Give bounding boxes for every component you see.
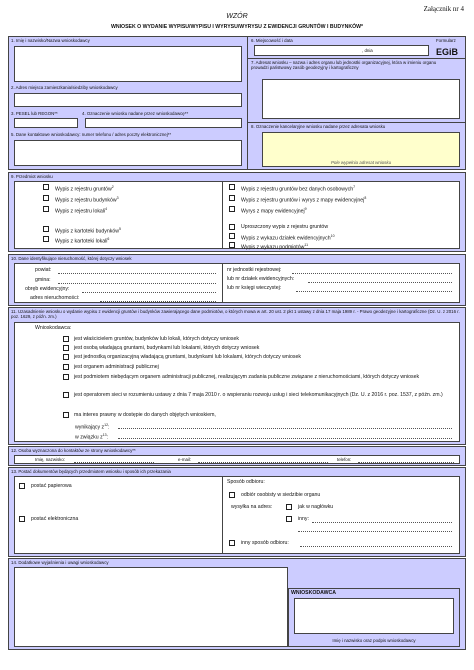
opt-wypis-lokale: Wypis z rejestru lokali$^4$ — [55, 207, 108, 215]
checkbox-organ[interactable] — [63, 364, 69, 370]
opt-wyrys-mapa: Wyrys z mapy ewidencyjnej$^9$ — [241, 207, 307, 215]
formularz-code: EGiB — [436, 47, 459, 57]
s4-label: 4. Oznaczenie wniosku nadane przez wnioskodawcę** — [82, 111, 189, 116]
signature-field[interactable] — [294, 598, 454, 634]
checkbox-kartoteka-budynki[interactable] — [43, 226, 49, 232]
checkbox-jak-w-naglowku[interactable] — [286, 504, 292, 510]
s3-label: 3. PESEL lub REGON** — [11, 111, 58, 116]
formularz-label: Formularz — [436, 38, 456, 43]
form-title: WNIOSEK O WYDANIE WYPISU/WYPISU I WYRYSU/WYRYSU Z EWIDENCJI GRUNTÓW I BUDYNKÓW* — [110, 24, 364, 30]
opt-odbior-osobisty: odbiór osobisty w siedzibie organu — [241, 492, 321, 498]
checkbox-odbior-osobisty[interactable] — [229, 492, 235, 498]
checkbox-postac-elektroniczna[interactable] — [19, 516, 25, 522]
opt-osoba-wladajaca: jest osobą władającą gruntami, budynkami lub lokalami, których dotyczy wniosek — [74, 345, 260, 351]
s6-dnia: , dnia — [362, 48, 373, 53]
checkbox-wypis-budynki[interactable] — [43, 195, 49, 201]
s11-wnioskodawca: Wnioskodawca: — [35, 325, 72, 331]
obreb-label: obręb ewidencyjny: — [25, 286, 70, 292]
contact-name-input[interactable] — [74, 462, 154, 463]
checkbox-wykaz-dzialek[interactable] — [229, 233, 235, 239]
s7-label: 7. Adresat wniosku – nazwa i adres organu lub jednostki organizacyjnej, która w imieniu organu prowadzi państwowy zasób geodezyjny i kartograficzny — [251, 60, 437, 71]
nr-jedn-input[interactable] — [292, 273, 452, 274]
additional-notes-field[interactable] — [14, 567, 288, 647]
opt-podmiot: jest podmiotem niebędącym organem administracji publicznej, realizującym zadania publiczne związane z nieruchomościami, których dotyczy wniosek — [74, 374, 420, 380]
s8-note: Pole wypełnia adresat wniosku — [330, 160, 392, 165]
checkbox-wypis-lokale[interactable] — [43, 206, 49, 212]
checkbox-osoba-wladajaca[interactable] — [63, 345, 69, 351]
s13-inner — [14, 476, 460, 554]
wynikajacy-input[interactable] — [118, 428, 452, 429]
pesel-field[interactable] — [14, 118, 78, 128]
opt-wykaz-podmiotow: Wypis z wykazu podmiotów$^{11}$ — [241, 243, 309, 251]
top-divider — [247, 36, 248, 170]
contact-phone-label: telefon: — [337, 457, 352, 462]
gmina-label: gmina: — [35, 277, 51, 283]
s10-label: 10. Dane identyfikujące nieruchomość, której dotyczy wniosek — [11, 256, 132, 261]
opt-wykaz-dzialek: Wypis z wykazu działek ewidencyjnych$^{10}$ — [241, 234, 335, 242]
nr-dzialek-label: lub nr działek ewidencyjnych: — [227, 276, 295, 282]
opt-inny-adres: inny: — [298, 516, 309, 522]
opt-grunty-bez-danych: Wypis z rejestru gruntów bez danych osobowych$^7$ — [241, 185, 356, 193]
checkbox-inny-sposob[interactable] — [229, 540, 235, 546]
nr-dzialek-input[interactable] — [308, 282, 452, 283]
checkbox-uproszczony[interactable] — [229, 224, 235, 230]
opt-postac-elektroniczna: postać elektroniczna — [31, 516, 79, 522]
opt-kartoteka-lokale: Wypis z kartoteki lokali$^6$ — [55, 237, 110, 245]
signature-caption: Imię i nazwisko oraz podpis wnioskodawcy — [332, 638, 416, 643]
s5-label: 5. Dane kontaktowe wnioskodawcy: numer telefonu / adres poczty elektronicznej** — [11, 132, 172, 137]
checkbox-wypis-grunty[interactable] — [43, 184, 49, 190]
applicant-address-field[interactable] — [14, 93, 242, 107]
inny-sposob-input[interactable] — [300, 546, 452, 547]
wynikajacy-label: wynikający $z^{12}$: — [75, 423, 110, 431]
s7-separator — [247, 58, 466, 59]
inny-adres-input[interactable] — [312, 522, 452, 523]
s8-separator — [247, 122, 466, 123]
opt-wypis-budynki: Wypis z rejestru budynków$^3$ — [55, 196, 119, 204]
place-date-field[interactable] — [254, 45, 429, 56]
checkbox-grunty-bez-danych[interactable] — [229, 184, 235, 190]
wzwiazku-label: w związku $z^{13}$: — [75, 433, 109, 441]
contact-email-input[interactable] — [198, 462, 328, 463]
opt-postac-papierowa: postać papierowa — [31, 483, 72, 489]
checkbox-postac-papierowa[interactable] — [19, 483, 25, 489]
s12-label: 12. Osoba wyznaczona do kontaktów ze strony wnioskodawcy** — [11, 448, 136, 453]
opt-kartoteka-budynki: Wypis z kartoteki budynków$^5$ — [55, 227, 121, 235]
checkbox-jednostka[interactable] — [63, 354, 69, 360]
opt-wypis-grunty: Wypis z rejestru gruntów$^2$ — [55, 185, 114, 193]
s2-label: 2. Adres miejsca zamieszkania/siedziby wnioskodawcy — [11, 85, 118, 90]
s13-inner-divider — [222, 476, 223, 554]
contact-field[interactable] — [14, 140, 242, 166]
opt-organ: jest organem administracji publicznej — [74, 364, 159, 370]
checkbox-interes[interactable] — [63, 412, 69, 418]
checkbox-operator[interactable] — [63, 392, 69, 398]
annex-label: Załącznik nr 4 — [423, 5, 464, 13]
checkbox-wypis-wyrys[interactable] — [229, 195, 235, 201]
contact-email-label: e-mail: — [178, 457, 192, 462]
s8-label: 8. Oznaczenie kancelaryjne wniosku nadane przez adresata wniosku — [251, 124, 386, 129]
nr-ksiegi-label: lub nr księgi wieczystej: — [227, 285, 282, 291]
opt-operator: jest operatorem sieci w rozumieniu ustawy z dnia 7 maja 2010 r. o wspieraniu rozwoju usług i sieci telekomunikacyjnych (Dz. U. z 2016 r. poz. 1537, z późn. zm.) — [74, 392, 443, 398]
checkbox-wykaz-podmiotow[interactable] — [229, 242, 235, 248]
opt-uproszczony: Uproszczony wypis z rejestru gruntów — [241, 224, 329, 230]
s9-label: 9. Przedmiot wniosku — [11, 174, 53, 179]
opt-wlasciciel: jest właścicielem gruntów, budynków lub lokali, których dotyczy wniosek — [74, 336, 239, 342]
wzwiazku-input[interactable] — [118, 438, 452, 439]
opt-inny-sposob: inny sposób odbioru: — [241, 540, 289, 546]
sposob-odbioru-label: Sposób odbioru: — [227, 479, 265, 485]
checkbox-wlasciciel[interactable] — [63, 336, 69, 342]
request-mark-field[interactable] — [85, 118, 242, 128]
wzor-label: WZÓR — [226, 13, 248, 20]
opt-jednostka: jest jednostką organizacyjną władającą gruntami, budynkami lub lokalami, których dotyczy wniosek — [74, 354, 301, 360]
adres-nier-input[interactable] — [100, 301, 216, 302]
s10-inner-divider — [222, 263, 223, 303]
applicant-name-field[interactable] — [14, 46, 242, 82]
checkbox-podmiot[interactable] — [63, 374, 69, 380]
obreb-input[interactable] — [82, 292, 216, 293]
checkbox-wyrys-mapa[interactable] — [229, 206, 235, 212]
checkbox-inny-adres[interactable] — [286, 516, 292, 522]
s14-label: 14. Dodatkowe wyjaśnienia i uwagi wnioskodawcy — [11, 560, 109, 565]
s1-label: 1. Imię i nazwisko/Nazwa wnioskodawcy — [11, 38, 90, 43]
wysylka-label: wysyłka na adres: — [231, 504, 273, 510]
nr-jedn-label: nr jednostki rejestrowej: — [227, 267, 282, 273]
addressee-field[interactable] — [262, 79, 460, 119]
powiat-label: powiat: — [35, 267, 52, 273]
adres-nier-label: adres nieruchomości: — [30, 295, 80, 301]
checkbox-kartoteka-lokale[interactable] — [43, 236, 49, 242]
s6-label: 6. Miejscowość i data — [251, 38, 293, 43]
contact-phone-input[interactable] — [358, 462, 454, 463]
opt-jak-w-naglowku: jak w nagłówku — [298, 504, 334, 510]
s9-inner-divider — [222, 181, 223, 249]
s13-label: 13. Postać dokumentów będących przedmiotem wniosku i sposób ich przekazania — [11, 469, 171, 474]
contact-name-label: Imię, nazwisko: — [35, 457, 66, 462]
opt-interes: ma interes prawny w dostępie do danych objętych wnioskiem, — [74, 412, 216, 418]
signature-heading: WNIOSKODAWCA — [291, 590, 336, 596]
opt-wypis-wyrys: Wypis z rejestru gruntów i wyrys z mapy ewidencyjnej$^8$ — [241, 196, 367, 204]
powiat-input[interactable] — [58, 273, 216, 274]
inny-adres-input-2[interactable] — [298, 531, 452, 532]
nr-ksiegi-input[interactable] — [296, 291, 452, 292]
s11-label: 11. Uzasadnienie wniosku o wydanie wypisu z ewidencji gruntów i budynków zawierającego dane podmiotów, o których mowa w art. 20 ust. 2 pkt 1 ustawy z dnia 17 maja 1989 r. - Prawo geodezyjne i kartograficzne (Dz. U. z 2016 r. poz. 1629, z późn. zm.) — [11, 309, 460, 320]
gmina-input[interactable] — [58, 283, 216, 284]
